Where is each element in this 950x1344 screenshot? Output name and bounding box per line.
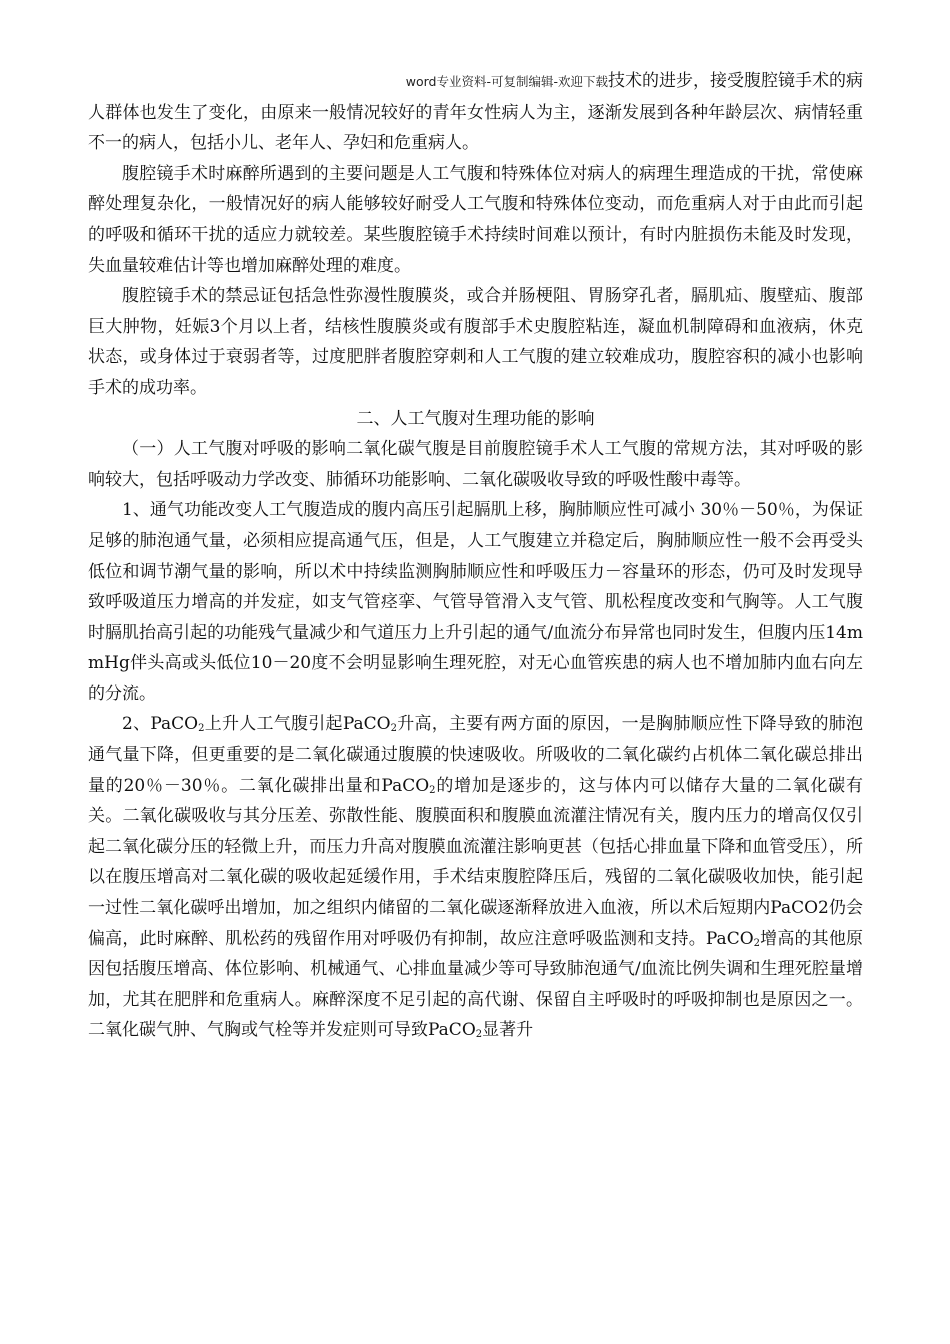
subscript: 2 [429,784,436,796]
text-run: 2、PaCO [122,714,199,735]
paragraph-text: 技术的进步，接受腹腔镜手术的病 [608,71,863,91]
text-run: 增高的其他原因包括腹压增高、体位影响、机械通气、心排血量减少等可导致肺泡通气/血流比例失调和生理死腔量增加，尤其在肥胖和危重病人。麻醉深度不足引起的高代谢、保留自主呼吸时的呼吸抑制也是原因之一。二氧化碳气肿、气胸或气栓等并发症则可导致PaCO [88,928,863,1041]
document-page [88,66,863,1046]
paragraph-paco2-rise [88,709,863,1046]
paragraph-ventilation-change: 1、通气功能改变人工气腹造成的腹内高压引起膈肌上移，胸肺顺应性可减小 30％－50％，为保证足够的肺泡通气量，必须相应提高通气压，但是，人工气腹建立并稳定后，胸肺顺应性一般不会再受头低位和调节潮气量的影响，所以术中持续监测胸肺顺应性和呼吸压力－容量环的形态，仍可及时发现导致呼吸道压力增高的并发症，如支气管痉挛、气管导管滑入支气管、肌松程度改变和气胸等。人工气腹时膈肌抬高引起的功能残气量减少和气道压力上升引起的通气/血流分布异常也同时发生，但腹内压14mmHg伴头高或头低位10－20度不会明显影响生理死腔，对无心血管疾患的病人也不增加肺内血右向左的分流。 [88,500,863,704]
paragraph-anesthesia-issues: 腹腔镜手术时麻醉所遇到的主要问题是人工气腹和特殊体位对病人的病理生理造成的干扰，常使麻醉处理复杂化，一般情况好的病人能够较好耐受人工气腹和特殊体位变动，而危重病人对于由此而引起的呼吸和循环干扰的适应力就较差。某些腹腔镜手术持续时间难以预计，有时内脏损伤未能及时发现，失血量较难估计等也增加麻醉处理的难度。 [88,163,863,276]
subscript: 2 [198,723,205,735]
text-run: 的增加是逐步的，这与体内可以储存大量的二氧化碳有关。二氧化碳吸收与其分压差、弥散性能、腹膜面积和腹膜血流灌注情况有关，腹内压力的增高仅仅引起二氧化碳分压的轻微上升，而压力升高对腹膜血流灌注影响更甚（包括心排血量下降和血管受压），所以在腹压增高对二氧化碳的吸收起延缓作用，手术结束腹腔降压后，残留的二氧化碳吸收加快，能引起一过性二氧化碳呼出增加，加之组织内储留的二氧化碳逐渐释放进入血液，所以术后短期内PaCO2仍会偏高，此时麻醉、肌松药的残留作用对呼吸仍有抑制，故应注意呼吸监测和支持。PaCO [88,775,863,949]
paragraph-contraindications: 腹腔镜手术的禁忌证包括急性弥漫性腹膜炎，或合并肠梗阻、胃肠穿孔者，膈肌疝、腹壁疝、腹部巨大肿物，妊娠3个月以上者，结核性腹膜炎或有腹部手术史腹腔粘连，凝血机制障碍和血液病，休克状态，或身体过于衰弱者等，过度肥胖者腹腔穿刺和人工气腹的建立较难成功，腹腔容积的减小也影响手术的成功率。 [88,286,863,398]
paragraph-text: 人群体也发生了变化，由原来一般情况较好的青年女性病人为主，逐渐发展到各种年龄层次、病情轻重不一的病人，包括小儿、老年人、孕妇和危重病人。 [88,102,863,154]
text-run: 上升人工气腹引起PaCO [204,714,391,735]
text-run: 升高，主要有两方面的原因，一是胸肺顺应性下降导致的肺泡通气量下降，但更重要的是二氧化碳通过腹膜的快速吸收。所吸收的二氧化碳约占机体二氧化碳总排出量的20％－30％。二氧化碳排出量和PaCO [88,714,863,796]
section-heading: 二、人工气腹对生理功能的影响 [356,408,595,429]
paragraph-respiration-effects: （一）人工气腹对呼吸的影响二氧化碳气腹是目前腹腔镜手术人工气腹的常规方法，其对呼吸的影响较大，包括呼吸动力学改变、肺循环功能影响、二氧化碳吸收导致的呼吸性酸中毒等。 [88,439,863,490]
subscript: 2 [753,937,761,949]
subscript: 2 [390,723,397,735]
text-run: 显著升 [482,1020,534,1041]
first-line [88,66,863,98]
download-banner: word专业资料-可复制编辑-欢迎下载 [405,74,608,89]
subscript: 2 [475,1029,483,1041]
paragraph-continuation [88,66,863,159]
